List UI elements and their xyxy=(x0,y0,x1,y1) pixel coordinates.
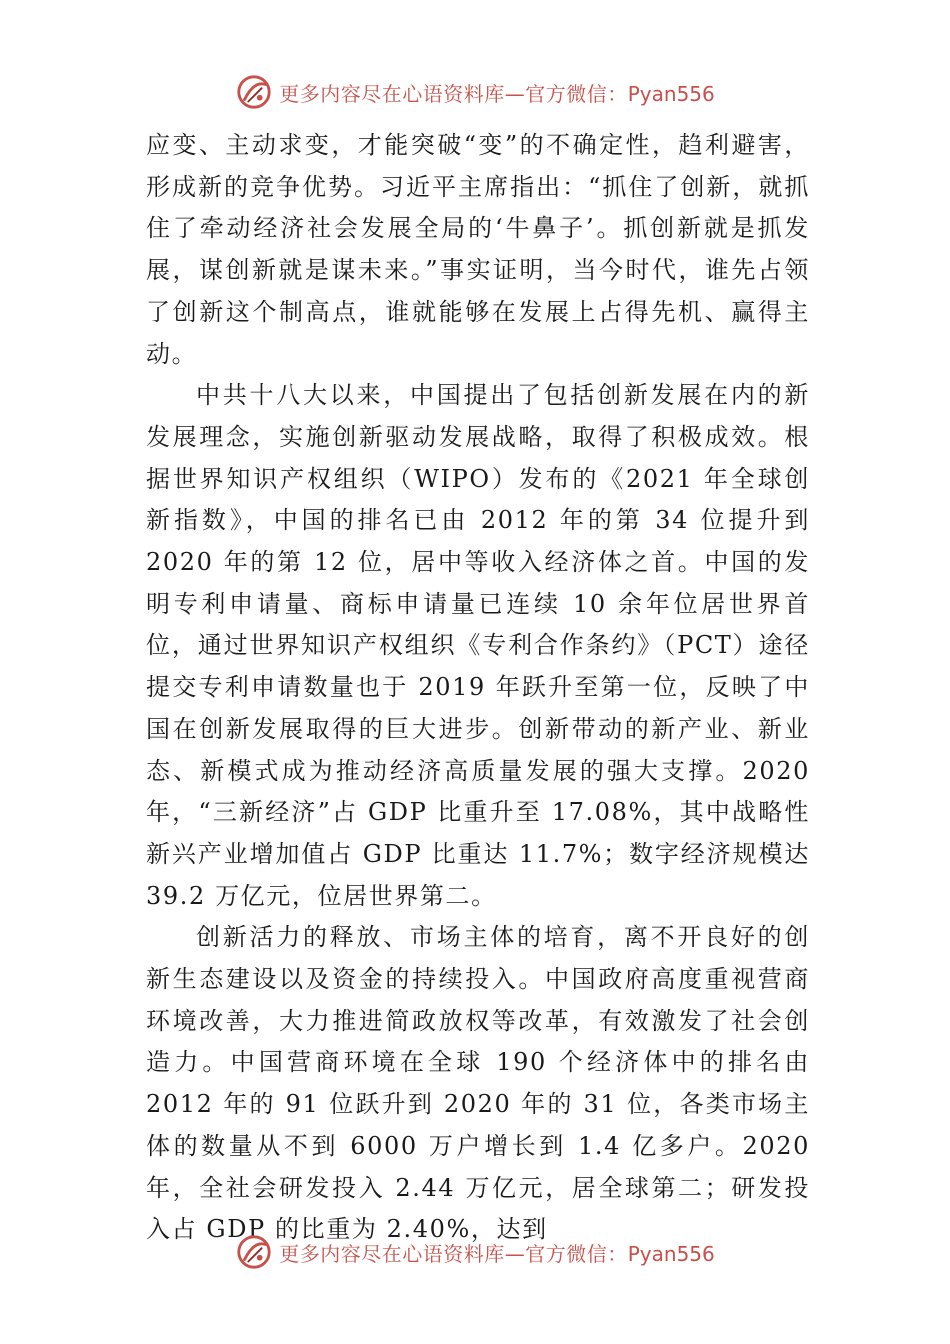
footer-banner xyxy=(0,1227,950,1277)
banner-wechat-handle: Pyan556 xyxy=(627,1241,715,1266)
banner-prefix: 更多内容尽在心语资料库—官方微信： xyxy=(279,1241,628,1266)
ink-brush-logo-icon xyxy=(235,1233,273,1271)
banner-text xyxy=(279,78,715,107)
ink-brush-logo-icon xyxy=(235,73,273,111)
paragraph-2: 中共十八大以来，中国提出了包括创新发展在内的新发展理念，实施创新驱动发展战略，取得了积极成效。根据世界知识产权组织（WIPO）发布的《2021 年全球创新指数》，中国的排名已由 2012 年的第 34 位提升到 2020 年的第 12 位，居中等收入经济体之首。中国的发明专利申请量、商标申请量已连续 10 余年位居世界首位，通过世界知识产权组织《专利合作条约》（PCT）途径提交专利申请数量也于 2019 年跃升至第一位，反映了中国在创新发展取得的巨大进步。创新带动的新产业、新业态、新模式成为推动经济高质量发展的强大支撑。2020 年，“三新经济”占 GDP 比重升至 17.08%，其中战略性新兴产业增加值占 GDP 比重达 11.7%；数字经济规模达 39.2 万亿元，位居世界第二。 xyxy=(146,381,810,910)
header-banner xyxy=(0,67,950,117)
banner-prefix: 更多内容尽在心语资料库—官方微信： xyxy=(279,81,628,106)
paragraph-1: 应变、主动求变，才能突破“变”的不确定性，趋利避害，形成新的竞争优势。习近平主席指出：“抓住了创新，就抓住了牵动经济社会发展全局的‘牛鼻子’。抓创新就是抓发展，谋创新就是谋未来。”事实证明，当今时代，谁先占领了创新这个制高点，谁就能够在发展上占得先机、赢得主动。 xyxy=(146,131,810,368)
document-body xyxy=(146,125,810,1251)
paragraph-3: 创新活力的释放、市场主体的培育，离不开良好的创新生态建设以及资金的持续投入。中国政府高度重视营商环境改善，大力推进简政放权等改革，有效激发了社会创造力。中国营商环境在全球 190 个经济体中的排名由 2012 年的 91 位跃升到 2020 年的 31 位，各类市场主体的数量从不到 6000 万户增长到 1.4 亿多户。2020 年，全社会研发投入 2.44 万亿元，居全球第二；研发投入占 GDP 的比重为 2.40%，达到 xyxy=(146,923,810,1244)
banner-wechat-handle: Pyan556 xyxy=(627,81,715,106)
banner-text xyxy=(279,1238,715,1267)
